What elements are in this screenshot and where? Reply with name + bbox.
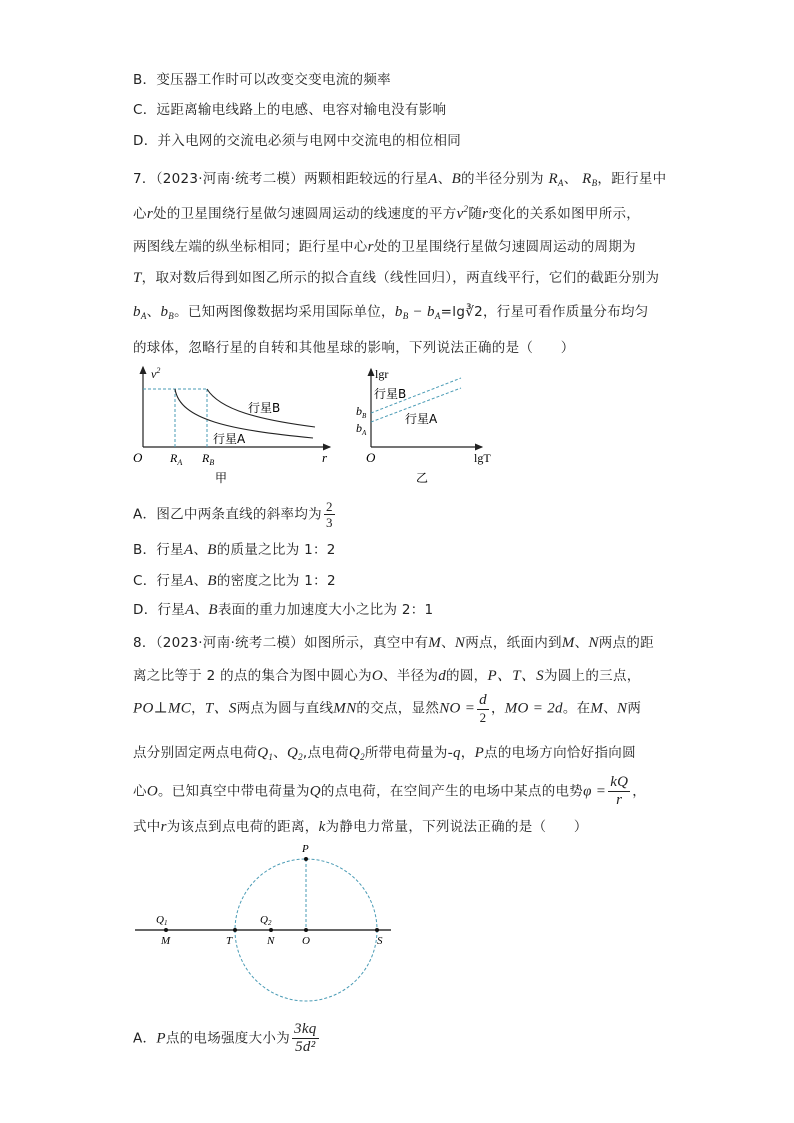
- text: ，距行星中: [597, 171, 667, 187]
- curve-planet-a: [175, 389, 313, 438]
- equation-bb-minus-ba: $b_B - b_A$: [394, 304, 441, 321]
- intercept-bb-label: $b_B$: [356, 404, 367, 420]
- q7-option-c: C．行星A、B的密度之比为 1：2: [133, 573, 336, 589]
- text: 心: [133, 206, 147, 222]
- text: 变化的关系如图甲所示，: [488, 206, 641, 222]
- text: 、: [146, 304, 161, 320]
- text: =lg: [440, 304, 466, 320]
- text: 处的卫星围绕行星做匀速圆周运动的线速度的平方: [152, 206, 457, 222]
- origin-label: O: [133, 450, 143, 465]
- q6-option-c: C．远距离输电线路上的电感、电容对输电没有影响: [133, 102, 447, 118]
- intercept-bb: $b_B$: [160, 304, 175, 321]
- graph-jia: [125, 360, 345, 490]
- origin-label: O: [366, 450, 376, 465]
- q6-option-b: B．变压器工作时可以改变交变电流的频率: [133, 72, 391, 88]
- planet-b: B: [451, 171, 462, 187]
- text: 。已知两图像数据均采用国际单位，: [174, 304, 395, 320]
- q7-stem-line2: [133, 202, 640, 223]
- q7-source: （2023·河南·统考二模）: [155, 171, 305, 187]
- q7-option-d: D．行星A、B表面的重力加速度大小之比为 2：1: [133, 602, 434, 618]
- label-planet-b: 行星B: [248, 401, 281, 415]
- q7-option-a: A．图乙中两条直线的斜率均为 $\frac{2}{3}$: [133, 499, 333, 530]
- q7-stem-line3: [133, 235, 636, 256]
- intercept-ba-label: $b_A$: [356, 421, 367, 437]
- q8-stem-line4: 点分别固定两点电荷$Q_1$、$Q_2$,点电荷$Q_2$所带电荷量为-q，P点的电场方向恰好指向圆: [133, 745, 636, 762]
- var-r: r: [146, 206, 153, 222]
- tick-ra: $R_A$: [170, 451, 183, 467]
- q8-option-a: A．P点的电场强度大小为 $\frac{3kq}{\text{5d²}}$: [133, 1021, 317, 1055]
- text: ，行星可看作质量分布均匀: [483, 304, 649, 320]
- cube-root-2: ∛2: [465, 304, 483, 320]
- label-planet-a: 行星A: [213, 432, 246, 446]
- text: 两图线左端的纵坐标相同；距行星中心: [133, 239, 368, 255]
- graph-yi: [345, 360, 505, 490]
- fraction-2-3: $\frac{2}{3}$: [325, 499, 333, 530]
- text: 、: [563, 171, 578, 187]
- text: 处的卫星围绕行星做匀速圆周运动的周期为: [373, 239, 636, 255]
- q7-stem-line5: [133, 300, 649, 321]
- y-axis-label: $v^2$: [151, 366, 161, 381]
- q8-stem-line2: 离之比等于 2 的点的集合为图中圆心为O、半径为d的圆，P、T、S为圆上的三点，: [133, 668, 641, 684]
- q8-stem-line5: 心O。已知真空中带电荷量为Q的点电荷，在空间产生的电场中某点的电势φ = $\frac{kQ}{r}$ ，: [133, 774, 647, 808]
- x-axis-label: lgT: [474, 451, 491, 465]
- q8-stem-line6: 式中r为该点到点电荷的距离，k为静电力常量，下列说法正确的是（ ）: [133, 819, 588, 835]
- fraction-3kq-5d2: $\frac{3kq}{\text{5d²}}$: [294, 1021, 317, 1055]
- label-s: S: [377, 935, 383, 947]
- intercept-ba: $b_A$: [133, 304, 147, 321]
- label-q1: Q1: [156, 914, 168, 927]
- circle-diagram: [125, 835, 405, 1005]
- text: 两颗相距较远的行星: [304, 171, 429, 187]
- text: 随: [468, 206, 483, 222]
- caption-yi: 乙: [416, 471, 429, 485]
- q6-option-d: D．并入电网的交流电必须与电网中交流电的相位相同: [133, 133, 462, 149]
- q7-number: 7．: [133, 171, 156, 187]
- label-planet-a: 行星A: [405, 412, 438, 426]
- radius-rb: $R_B$: [582, 171, 598, 188]
- radius-ra: $R_A$: [548, 171, 564, 188]
- var-v-squared: $v^2$: [456, 204, 469, 222]
- planet-a: A: [428, 171, 438, 187]
- q8-stem-line1: 8．（2023·河南·统考二模）如图所示，真空中有M、N两点，纸面内到M、N两点的距: [133, 635, 654, 651]
- label-q2: Q2: [260, 914, 272, 927]
- x-axis-label: r: [322, 450, 328, 465]
- y-axis-label: lgr: [375, 367, 389, 381]
- text: ，取对数后得到如图乙所示的拟合直线（线性回归），两直线平行，它们的截距分别为: [141, 270, 660, 286]
- q8-stem-line3: PO⊥MC，T、S两点为圆与直线MN的交点，显然NO = $\frac{d}{2}$ ，MO = 2d。在M、N两: [133, 692, 642, 725]
- var-r: r: [367, 239, 374, 255]
- fraction-d-2: $\frac{d}{2}$: [479, 692, 487, 725]
- var-r: r: [482, 206, 489, 222]
- q7-stem-line4: [133, 266, 659, 287]
- label-o: O: [302, 935, 310, 947]
- q7-stem-line6: 的球体，忽略行星的自转和其他星球的影响，下列说法正确的是（ ）: [133, 340, 575, 356]
- var-t: T: [133, 270, 142, 286]
- label-n: N: [267, 935, 275, 947]
- label-planet-b: 行星B: [374, 387, 407, 401]
- label-p: P: [302, 843, 309, 855]
- tick-rb: $R_B$: [202, 451, 215, 467]
- text: 、: [437, 171, 452, 187]
- label-m: M: [161, 935, 171, 947]
- text: 的半径分别为: [461, 171, 544, 187]
- q7-stem-line1: [133, 167, 666, 188]
- caption-jia: 甲: [215, 471, 228, 485]
- fraction-kq-r: $\frac{kQ}{r}$: [610, 774, 629, 808]
- label-t: T: [226, 935, 233, 947]
- q7-option-b: B．行星A、B的质量之比为 1：2: [133, 542, 336, 558]
